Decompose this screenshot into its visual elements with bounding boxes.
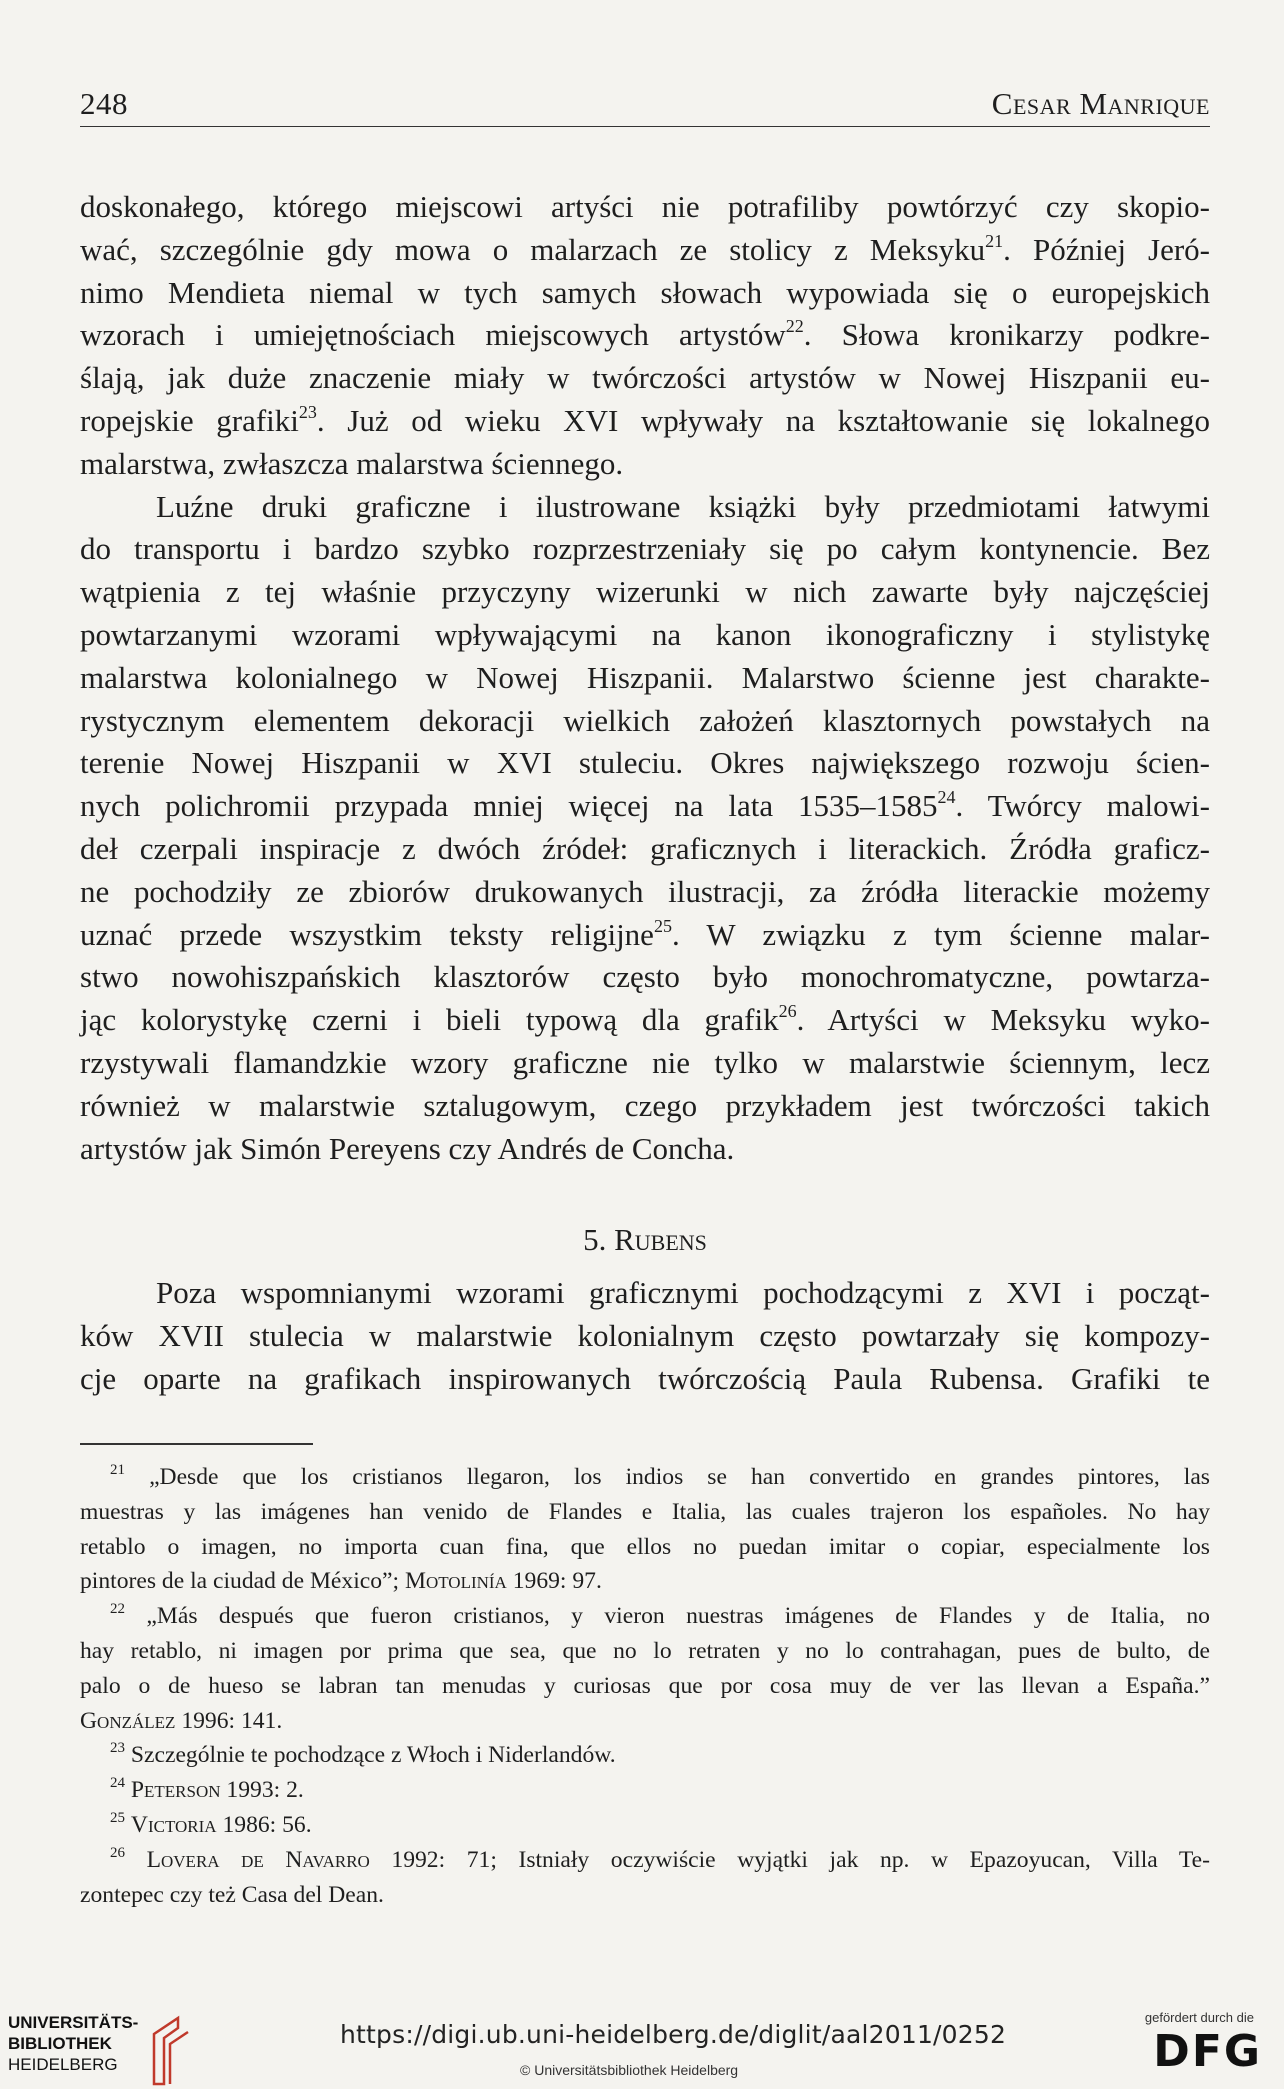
text-line: ków XVII stulecia w malarstwie kolonialnym często powtarzały się kompozy-	[80, 1317, 1210, 1353]
text-line: rystycznym elementem dekoracji wielkich założeń klasztornych powstałych na	[80, 702, 1210, 738]
text-line: artystów jak Simón Pereyens czy Andrés de Concha.	[80, 1130, 735, 1166]
footnote-25: $^{25}$ Victoria 1986: 56.	[110, 1809, 312, 1838]
footnotes	[80, 1460, 1210, 1912]
text-line: również w malarstwie sztalugowym, czego przykładem jest twórczości takich	[80, 1087, 1210, 1123]
section-heading: 5. Rubens	[583, 1222, 707, 1257]
dfg-logo[interactable]: DFG	[1153, 2026, 1262, 2077]
text-line: wać, szczególnie gdy mowa o malarzach ze stolicy z Meksyku$^{21}$. Później Jeró-	[80, 230, 1210, 267]
text-line: nych polichromii przypada mniej więcej na lata 1535–1585$^{24}$. Twórcy malowi-	[80, 787, 1210, 824]
library-emblem-icon	[148, 2014, 192, 2086]
footnote-21: $^{21}$ „Desde que los cristianos llegaron, los indios se han convertido en grandes pintores, las	[110, 1462, 1210, 1490]
text-line: jąc kolorystykę czerni i bieli typową dla grafik$^{26}$. Artyści w Meksyku wyko-	[80, 1001, 1210, 1038]
text-line: ne pochodziły ze zbiorów drukowanych ilustracji, za źródła literackie możemy	[80, 873, 1210, 909]
footnote-ref[interactable]: 24	[937, 787, 956, 808]
digitization-footer	[0, 1990, 1284, 2089]
text-line: malarstwa kolonialnego w Nowej Hiszpanii. Malarstwo ścienne jest charakte-	[80, 659, 1210, 695]
text-line: wątpienia z tej właśnie przyczyny wizerunki w nich zawarte były najczęściej	[80, 574, 1210, 610]
copyright-notice: © Universitätsbibliothek Heidelberg	[520, 2062, 739, 2078]
text-line: rzystywali flamandzkie wzory graficzne nie tylko w malarstwie ściennym, lecz	[80, 1044, 1210, 1080]
footnote-line: muestras y las imágenes han venido de Flandes e Italia, las cuales trajeron los españoles. No hay	[80, 1498, 1210, 1525]
text-line: deł czerpali inspiracje z dwóch źródeł: graficznych i literackich. Źródła graficz-	[80, 830, 1210, 866]
text-line: do transportu i bardzo szybko rozprzestrzeniały się po całym kontynencie. Bez	[80, 531, 1210, 567]
body-text	[80, 186, 1210, 1170]
footnote-separator	[80, 1443, 313, 1445]
footnote-24: $^{24}$ Peterson 1993: 2.	[110, 1775, 304, 1804]
text-line: Luźne druki graficzne i ilustrowane książki były przedmiotami łatwymi	[156, 488, 1210, 524]
footnote-line: zontepec czy też Casa del Dean.	[80, 1881, 384, 1908]
permalink-url[interactable]: https://digi.ub.uni-heidelberg.de/diglit/aal2011/0252	[340, 2020, 1007, 2049]
footnote-line: retablo o imagen, no importa cuan fina, que ellos no puedan imitar o copiar, especialmente los	[80, 1533, 1210, 1560]
page-header	[80, 86, 1210, 127]
funding-note: gefördert durch die	[1144, 2010, 1254, 2025]
library-logo[interactable]: UNIVERSITÄTS- BIBLIOTHEK HEIDELBERG	[8, 2012, 208, 2088]
text-line: doskonałego, którego miejscowi artyści nie potrafiliby powtórzyć czy skopio-	[80, 189, 1210, 224]
footnote-ref[interactable]: 26	[778, 1001, 797, 1022]
footnote-line: palo o de hueso se labran tan menudas y curiosas que por cosa muy de ver las llevan a España.”	[80, 1672, 1210, 1699]
text-line: terenie Nowej Hiszpanii w XVI stuleciu. Okres największego rozwoju ścien-	[80, 745, 1210, 781]
footnote-23: $^{23}$ Szczególnie te pochodzące z Włoch i Niderlandów.	[110, 1740, 616, 1769]
footnote-ref[interactable]: 21	[985, 230, 1004, 251]
footnote-line: hay retablo, ni imagen por prima que sea, que no lo retraten y no lo contrahagan, pues de bulto, de	[80, 1637, 1210, 1664]
text-line: uznać przede wszystkim teksty religijne$^{25}$. W związku z tym ścienne malar-	[80, 915, 1210, 952]
text-line: ropejskie grafiki$^{23}$. Już od wieku XVI wpływały na kształtowanie się lokalnego	[80, 401, 1210, 438]
text-line: stwo nowohiszpańskich klasztorów często było monochromatyczne, powtarza-	[80, 959, 1210, 995]
footnote-ref[interactable]: 22	[785, 316, 804, 337]
page-number: 248	[80, 86, 128, 121]
text-line: powtarzanymi wzorami wpływającymi na kanon ikonograficzny i stylistykę	[80, 616, 1210, 652]
text-line: ślają, jak duże znaczenie miały w twórczości artystów w Nowej Hiszpanii eu-	[80, 360, 1210, 396]
text-line: cje oparte na grafikach inspirowanych twórczością Paula Rubensa. Grafiki te	[80, 1360, 1210, 1396]
text-line: Poza wspomnianymi wzorami graficznymi pochodzącymi z XVI i począt-	[156, 1275, 1210, 1310]
text-line: nimo Mendieta niemal w tych samych słowach wypowiada się o europejskich	[80, 274, 1210, 310]
footnote-line: pintores de la ciudad de México”; Motolinía 1969: 97.	[80, 1568, 602, 1595]
section-text	[80, 1272, 1210, 1400]
text-line: wzorach i umiejętnościach miejscowych artystów$^{22}$. Słowa kronikarzy podkre-	[80, 316, 1211, 353]
footnote-ref[interactable]: 25	[653, 915, 672, 936]
footnote-26: $^{26}$ Lovera de Navarro 1992: 71; Istniały oczywiście wyjątki jak np. w Epazoyucan, Villa Te-	[110, 1844, 1210, 1873]
footnote-ref[interactable]: 23	[298, 401, 317, 422]
text-line: malarstwa, zwłaszcza malarstwa ściennego.	[80, 445, 624, 481]
running-head: Cesar Manrique	[991, 86, 1210, 121]
footnote-22: $^{22}$ „Más después que fueron cristianos, y vieron nuestras imágenes de Flandes y de Italia, no	[110, 1601, 1210, 1630]
footnote-line: González 1996: 141.	[80, 1707, 283, 1734]
